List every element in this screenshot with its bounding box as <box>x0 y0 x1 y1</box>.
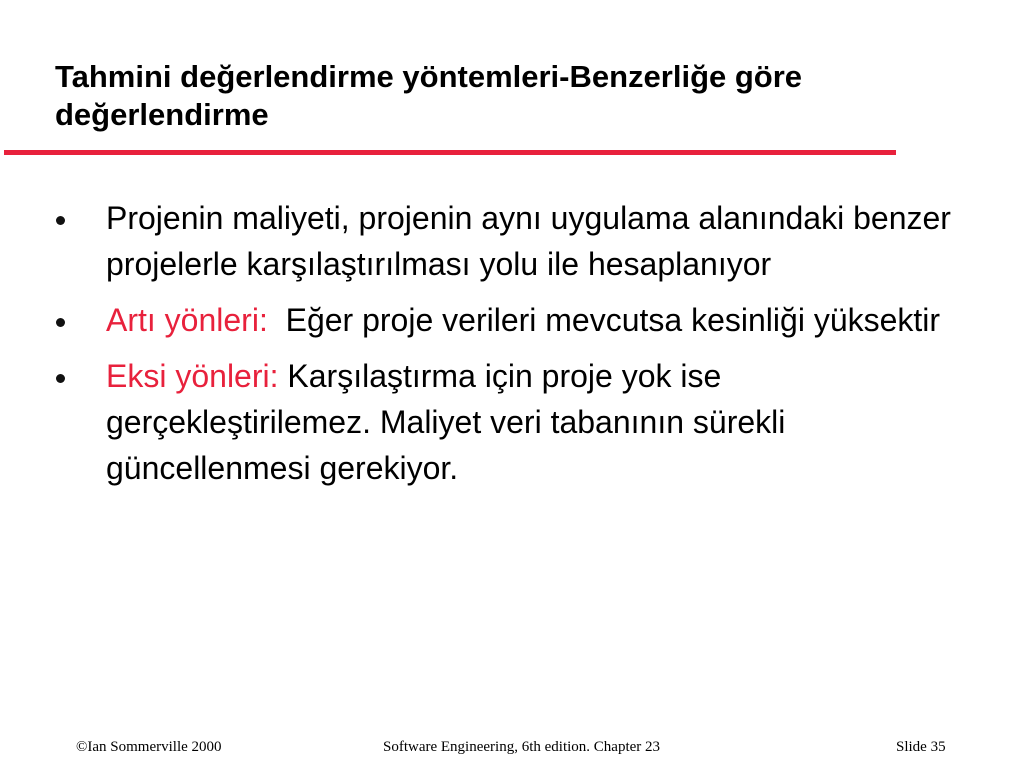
bullet-text <box>106 195 986 287</box>
footer-slide-number: Slide 35 <box>896 739 946 755</box>
slide-title: Tahmini değerlendirme yöntemleri-Benzerliğe göre değerlendirme <box>55 59 803 132</box>
footer-book-info: Software Engineering, 6th edition. Chapter 23 <box>383 739 661 755</box>
bullet-dot-icon <box>56 216 65 225</box>
bullet-item-2 <box>0 297 1000 343</box>
bullet-item-3 <box>0 353 1000 491</box>
bullet-dot-icon <box>56 374 65 383</box>
bullet-text <box>106 297 986 343</box>
bullet-text <box>106 353 986 491</box>
bullet-dot-icon <box>56 318 65 327</box>
bullet-label-cons: Eksi yönleri: <box>106 358 279 394</box>
bullet-text-body: Eğer proje verileri mevcutsa kesinliği yüksektir <box>267 302 941 338</box>
bullet-text-body: Projenin maliyeti, projenin aynı uygulama alanındaki benzer projelerle karşılaştırılması yolu ile hesaplanıyor <box>106 200 951 282</box>
bullet-text-body: Karşılaştırma için proje yok ise gerçekleştirilemez. Maliyet veri tabanının sürekli güncellenmesi gerekiyor. <box>106 358 795 486</box>
bullet-label-pros: Artı yönleri: <box>106 302 268 338</box>
footer-copyright: ©Ian Sommerville 2000 <box>76 739 222 755</box>
title-underline <box>4 150 896 155</box>
bullet-list <box>0 195 1000 501</box>
bullet-item-1 <box>0 195 1000 287</box>
